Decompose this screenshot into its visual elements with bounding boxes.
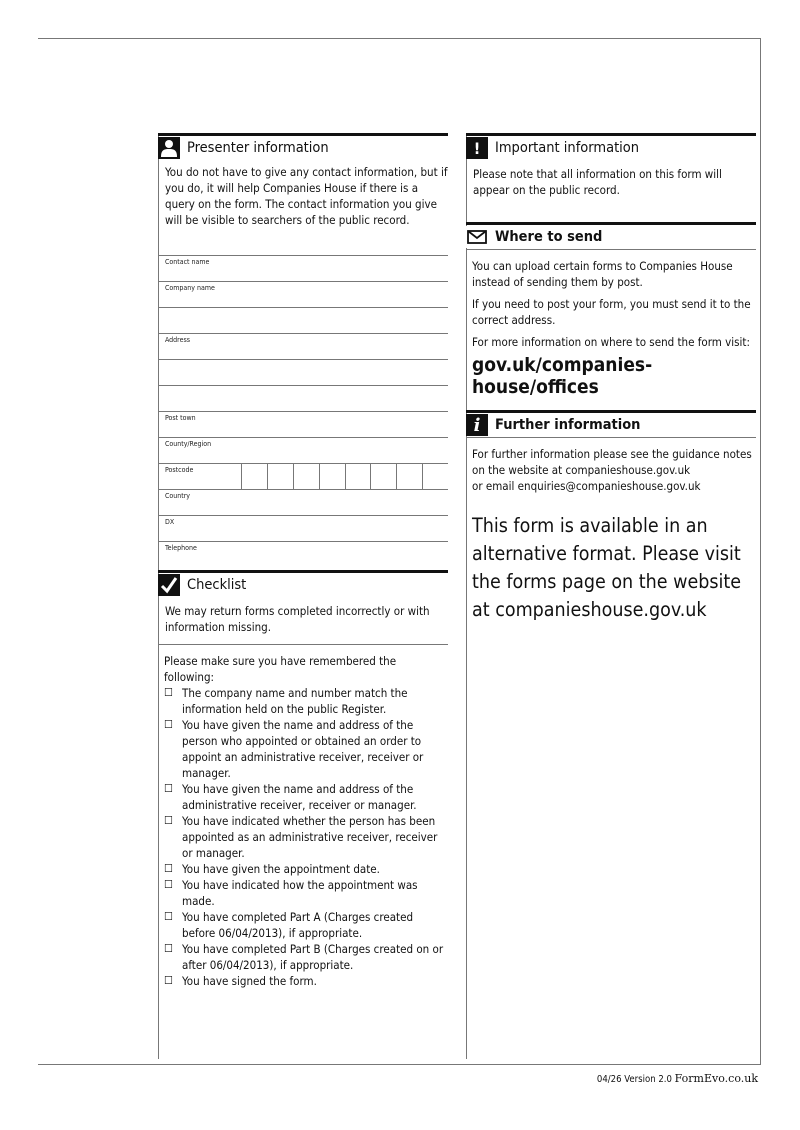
checklist-item-text: You have signed the form. — [182, 974, 317, 988]
checklist-item — [164, 781, 448, 813]
company-name-field-line-2[interactable] — [158, 308, 448, 334]
checklist-item — [164, 877, 448, 909]
checklist-item-text: You have indicated whether the person has been appointed as an administrative receiver, receiver or manager. — [182, 814, 438, 860]
post-town-field[interactable] — [158, 412, 448, 438]
where-to-send-p1: You can upload certain forms to Companies House instead of sending them by post. — [472, 259, 733, 289]
presenter-intro-box — [158, 160, 448, 255]
country-field[interactable] — [158, 490, 448, 516]
checklist-item — [164, 717, 448, 781]
where-to-send-title: Where to send — [495, 229, 603, 245]
checkbox-icon[interactable]: ☐ — [164, 862, 173, 875]
further-info-email[interactable]: or email enquiries@companieshouse.gov.uk — [472, 479, 701, 493]
postcode-cell[interactable] — [293, 464, 319, 489]
checkbox-icon[interactable]: ☐ — [164, 782, 173, 795]
checkbox-icon[interactable]: ☐ — [164, 942, 173, 955]
footer — [597, 1072, 758, 1085]
checklist-title: Checklist — [187, 577, 247, 593]
checkbox-icon[interactable]: ☐ — [164, 718, 173, 731]
checklist-intro: We may return forms completed incorrectly or with information missing. — [165, 604, 430, 634]
further-info-section-header — [466, 410, 756, 437]
offices-link[interactable]: gov.uk/companies-house/offices — [472, 354, 653, 398]
presenter-section-header — [158, 133, 448, 160]
contact-name-label: Contact name — [165, 258, 210, 266]
checklist-items-box — [158, 645, 448, 989]
checklist-item — [164, 941, 448, 973]
postcode-cell[interactable] — [396, 464, 422, 489]
checklist-item — [164, 861, 448, 877]
address-field-line-3[interactable] — [158, 386, 448, 412]
dx-field[interactable] — [158, 516, 448, 542]
checklist-section-header — [158, 570, 448, 597]
where-to-send-box — [466, 249, 756, 398]
checkbox-icon[interactable]: ☐ — [164, 878, 173, 891]
checklist-item — [164, 909, 448, 941]
checklist-item-text: You have indicated how the appointment was made. — [182, 878, 418, 908]
exclamation-icon: ! — [466, 137, 488, 159]
checklist-item-text: You have completed Part B (Charges created on or after 06/04/2013), if appropriate. — [182, 942, 444, 972]
checkbox-icon[interactable]: ☐ — [164, 814, 173, 827]
further-info-title: Further information — [495, 417, 641, 433]
country-label: Country — [165, 492, 191, 500]
telephone-field[interactable] — [158, 542, 448, 568]
where-to-send-section-header — [466, 222, 756, 249]
contact-name-field[interactable] — [158, 256, 448, 282]
left-column — [158, 133, 448, 989]
address-field[interactable] — [158, 334, 448, 360]
checkbox-icon[interactable]: ☐ — [164, 974, 173, 987]
page-bottom-rule — [38, 1064, 761, 1065]
postcode-cells — [241, 464, 448, 489]
postcode-label: Postcode — [165, 466, 194, 474]
checkbox-icon[interactable]: ☐ — [164, 910, 173, 923]
county-label: County/Region — [165, 440, 212, 448]
important-section-header — [466, 133, 756, 160]
important-text: Please note that all information on this form will appear on the public record. — [473, 167, 722, 197]
further-info-box — [466, 437, 756, 624]
checklist-item-text: The company name and number match the information held on the public Register. — [182, 686, 408, 716]
company-name-field[interactable] — [158, 282, 448, 308]
checklist-item — [164, 813, 448, 861]
alternative-format-notice: This form is available in an alternative format. Please visit the forms page on the website at companieshouse.gov.uk — [472, 514, 742, 621]
postcode-cell[interactable] — [267, 464, 293, 489]
page-right-rule — [760, 38, 761, 1065]
address-field-line-2[interactable] — [158, 360, 448, 386]
presenter-form — [158, 255, 448, 568]
checklist-intro-box — [158, 597, 448, 645]
checklist-item-text: You have given the appointment date. — [182, 862, 380, 876]
checkbox-icon[interactable]: ☐ — [164, 686, 173, 699]
company-name-label: Company name — [165, 284, 215, 292]
telephone-label: Telephone — [165, 544, 197, 552]
checklist-lead: Please make sure you have remembered the following: — [164, 654, 397, 684]
version-text: 04/26 Version 2.0 — [596, 1074, 672, 1085]
county-field[interactable] — [158, 438, 448, 464]
checklist-item — [164, 685, 448, 717]
further-info-line1: For further information please see the guidance notes on the website at companieshouse.gov.uk — [472, 447, 752, 477]
presenter-intro: You do not have to give any contact information, but if you do, it will help Companies House if there is a query on the form. The contact information you give will be visible to searchers of the public record. — [165, 165, 448, 227]
where-to-send-p3: For more information on where to send the form visit: — [472, 335, 750, 349]
page-top-rule — [38, 38, 761, 39]
postcode-cell[interactable] — [319, 464, 345, 489]
person-icon — [158, 137, 180, 159]
postcode-cell[interactable] — [345, 464, 371, 489]
postcode-cell[interactable] — [422, 464, 448, 489]
info-icon: i — [466, 414, 488, 436]
postcode-cell[interactable] — [241, 464, 267, 489]
right-column — [466, 133, 756, 624]
dx-label: DX — [165, 518, 175, 526]
important-title: Important information — [495, 140, 640, 156]
address-label: Address — [165, 336, 191, 344]
checklist-items — [164, 685, 448, 989]
checklist-item — [164, 973, 448, 989]
postcode-cell[interactable] — [370, 464, 396, 489]
post-town-label: Post town — [165, 414, 196, 422]
brand-text: FormEvo.co.uk — [674, 1072, 758, 1085]
presenter-title: Presenter information — [187, 140, 329, 156]
envelope-icon — [466, 226, 488, 248]
where-to-send-p2: If you need to post your form, you must send it to the correct address. — [472, 297, 751, 327]
checkmark-icon — [158, 574, 180, 596]
checklist-item-text: You have given the name and address of the administrative receiver, receiver or manager. — [182, 782, 417, 812]
checklist-item-text: You have completed Part A (Charges created before 06/04/2013), if appropriate. — [182, 910, 414, 940]
important-box — [466, 160, 756, 212]
postcode-field[interactable] — [158, 464, 448, 490]
checklist-item-text: You have given the name and address of the person who appointed or obtained an order to appoint an administrative receiver, receiver or manager. — [182, 718, 424, 780]
